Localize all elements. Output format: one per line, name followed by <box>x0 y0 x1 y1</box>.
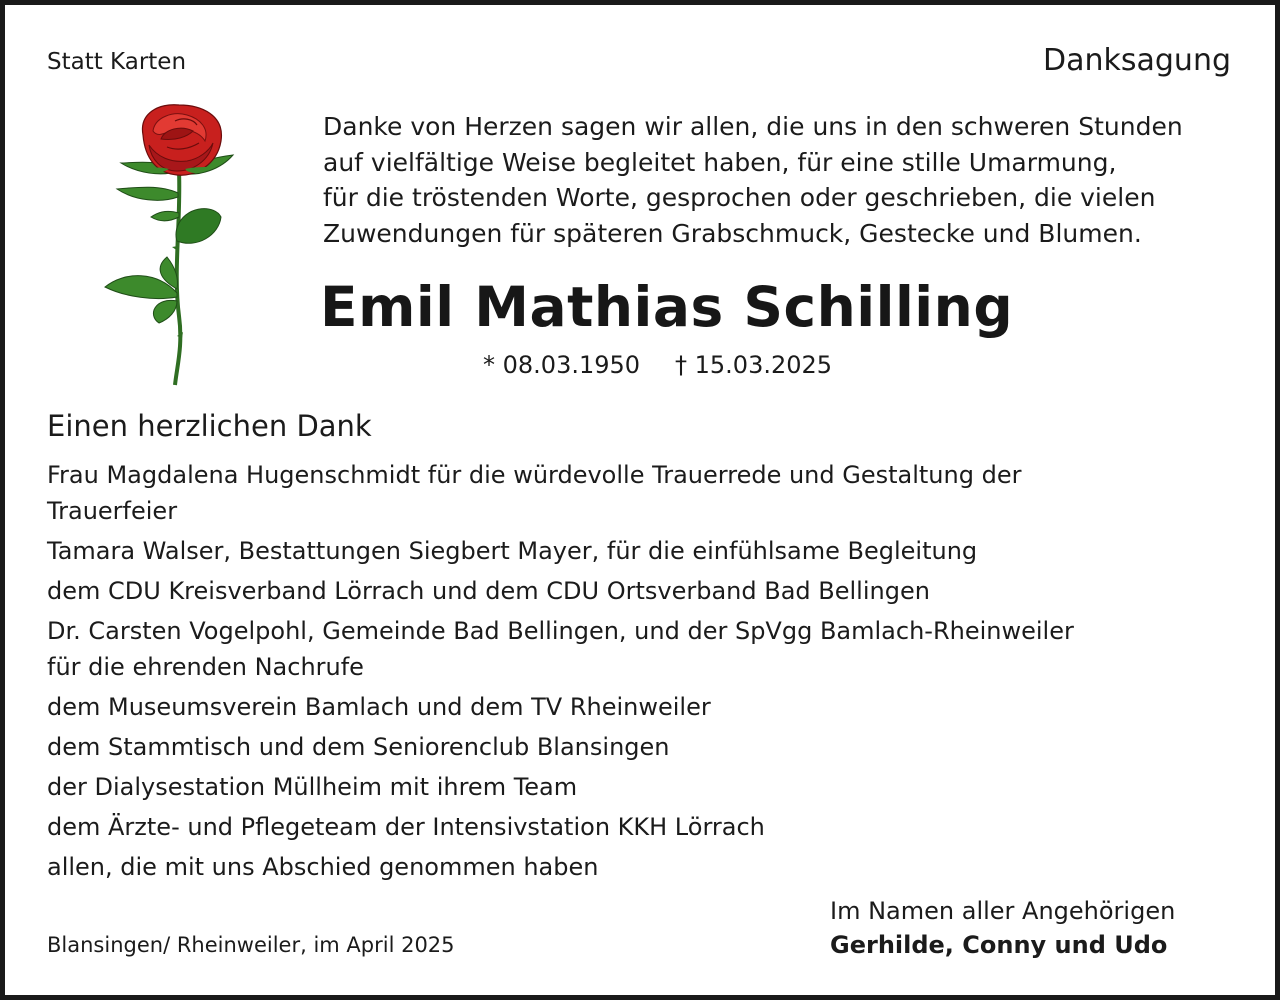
thanks-entry-line: dem Ärzte- und Pflegeteam der Intensivstation KKH Lörrach <box>47 813 765 841</box>
place-date: Blansingen/ Rheinweiler, im April 2025 <box>47 933 455 957</box>
thanks-entry <box>47 769 1237 805</box>
thanks-entry-line: Trauerfeier <box>47 497 178 525</box>
birth-date: * 08.03.1950 <box>483 351 641 379</box>
thanks-entry-line: dem Stammtisch und dem Seniorenclub Blansingen <box>47 733 670 761</box>
intro-line: für die tröstenden Worte, gesprochen oder geschrieben, die vielen <box>323 183 1156 212</box>
intro-line: Danke von Herzen sagen wir allen, die uns in den schweren Stunden <box>323 112 1183 141</box>
thanks-entry <box>47 573 1237 609</box>
thanks-entry-line: dem Museumsverein Bamlach und dem TV Rheinweiler <box>47 693 711 721</box>
thanks-heading: Einen herzlichen Dank <box>47 409 372 443</box>
thanks-entry <box>47 457 1237 529</box>
thanks-list <box>47 457 1237 889</box>
thanks-entry <box>47 689 1237 725</box>
intro-text <box>323 109 1243 251</box>
intro-line: Zuwendungen für späteren Grabschmuck, Gestecke und Blumen. <box>323 218 1142 248</box>
intro-line: auf vielfältige Weise begleitet haben, für eine stille Umarmung, <box>323 147 1117 177</box>
thanks-entry-line: allen, die mit uns Abschied genommen haben <box>47 853 599 881</box>
thanks-entry <box>47 729 1237 765</box>
red-rose-icon <box>95 101 245 391</box>
thanks-entry <box>47 849 1237 885</box>
thanks-entry-line: der Dialysestation Müllheim mit ihrem Team <box>47 773 578 801</box>
family-names: Gerhilde, Conny und Udo <box>830 931 1168 959</box>
thanks-entry-line: Dr. Carsten Vogelpohl, Gemeinde Bad Bellingen, und der SpVgg Bamlach-Rheinweiler <box>47 617 1074 645</box>
thanks-entry <box>47 809 1237 845</box>
family-intro: Im Namen aller Angehörigen <box>830 897 1176 925</box>
thanks-entry-line: Frau Magdalena Hugenschmidt für die würdevolle Trauerrede und Gestaltung der <box>47 461 1022 489</box>
statt-karten-label: Statt Karten <box>47 49 187 75</box>
death-date: † 15.03.2025 <box>675 351 833 379</box>
thanks-entry <box>47 533 1237 569</box>
thanks-entry-line: dem CDU Kreisverband Lörrach und dem CDU Ortsverband Bad Bellingen <box>47 577 930 605</box>
thanks-entry <box>47 613 1237 685</box>
deceased-name: Emil Mathias Schilling <box>320 275 1014 339</box>
page-title: Danksagung <box>1043 43 1231 78</box>
thanks-entry-line: für die ehrenden Nachrufe <box>47 653 364 681</box>
thanks-entry-line: Tamara Walser, Bestattungen Siegbert Mayer, für die einfühlsame Begleitung <box>47 537 978 565</box>
